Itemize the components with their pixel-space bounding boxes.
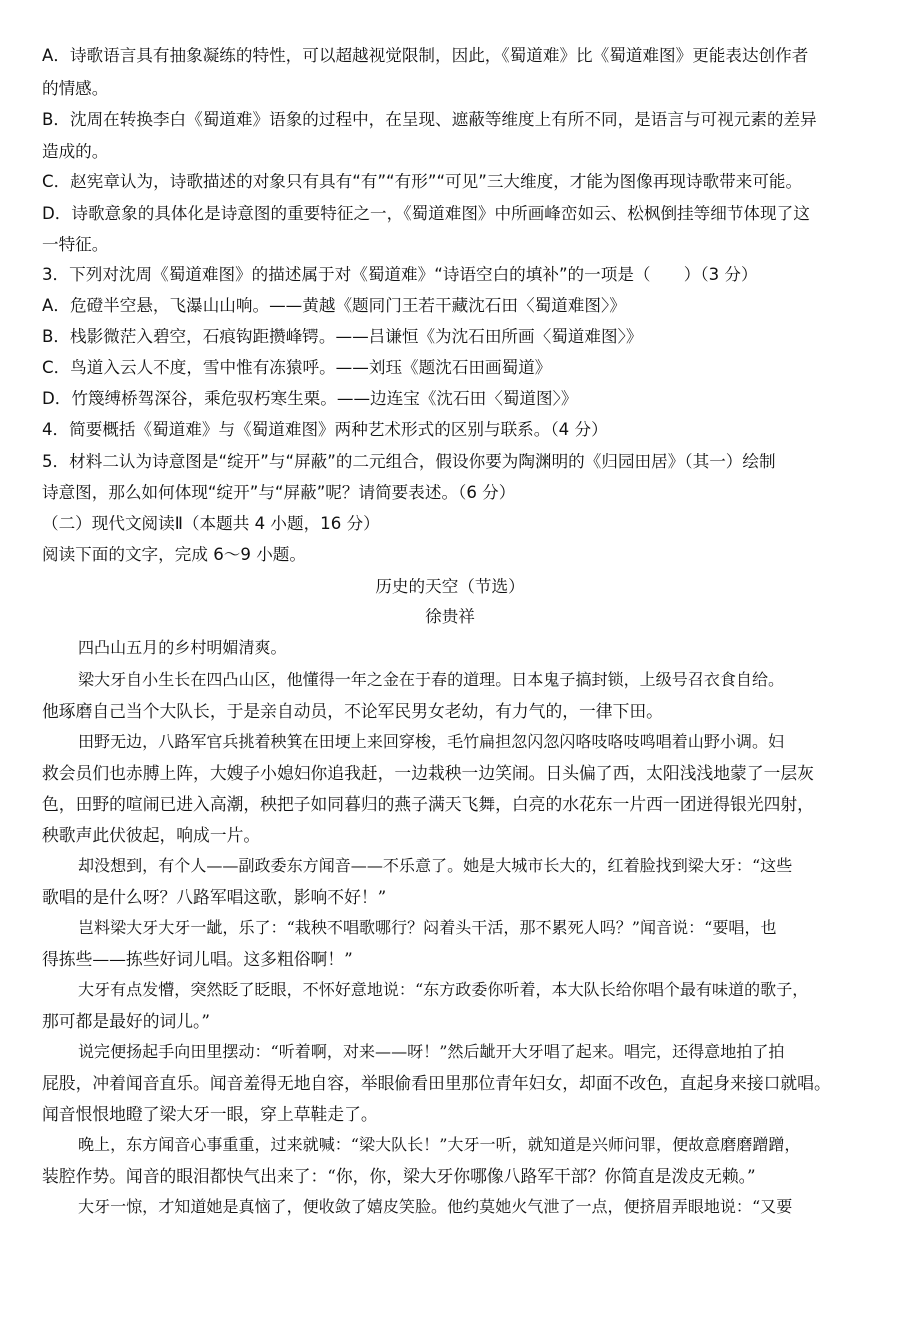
story-paragraph-5-line1: 岂料梁大牙大牙一龇，乐了：“栽秧不唱歌哪行？闷着头干活，那不累死人吗？”闻音说：“要唱，也 [78, 918, 777, 937]
story-paragraph-3-line4: 秧歌声此伏彼起，响成一片。 [42, 825, 261, 845]
story-title: 历史的天空（节选） [375, 577, 525, 596]
story-paragraph-8-line2: 装腔作势。闻音的眼泪都快气出来了：“你，你，梁大牙你哪像八路军干部？你简直是泼皮无赖。” [42, 1166, 756, 1186]
story-paragraph-2-line1: 梁大牙自小生长在四凸山区，他懂得一年之金在于春的道理。日本鬼子搞封锁，上级号召衣食自给。 [78, 670, 785, 689]
q5-stem-line1: 5．材料二认为诗意图是“绽开”与“屏蔽”的二元组合，假设你要为陶渊明的《归园田居》（其一）绘制 [42, 452, 776, 471]
story-paragraph-5-line2: 得拣些——拣些好词儿唱。这多粗俗啊！” [42, 949, 353, 969]
q3-option-b: B．栈影微茫入碧空，石痕钩距攒峰锷。——吕谦恒《为沈石田所画〈蜀道难图〉》 [42, 327, 643, 346]
q4-stem: 4．简要概括《蜀道难》与《蜀道难图》两种艺术形式的区别与联系。（4 分） [42, 420, 608, 439]
section-instruction: 阅读下面的文字，完成 6～9 小题。 [42, 545, 306, 564]
story-paragraph-3-line2: 救会员们也赤膊上阵，大嫂子小媳妇你追我赶，一边栽秧一边笑闹。日头偏了西，太阳浅浅地蒙了一层灰 [42, 763, 814, 783]
story-paragraph-6-line1: 大牙有点发懵，突然眨了眨眼，不怀好意地说：“东方政委你听着，本大队长给你唱个最有味道的歌子， [78, 980, 809, 999]
story-paragraph-2-line2: 他琢磨自己当个大队长，于是亲自动员，不论军民男女老幼，有力气的，一律下田。 [42, 701, 663, 721]
story-paragraph-7-line1: 说完便扬起手向田里摆动：“听着啊，对来——呀！”然后龇开大牙唱了起来。唱完，还得意地拍了拍 [78, 1042, 785, 1061]
q2-option-b-line2: 造成的。 [42, 142, 109, 161]
story-paragraph-3-line3: 色，田野的喧闹已进入高潮，秧把子如同暮归的燕子满天飞舞，白亮的水花东一片西一团迸得银光四射， [42, 794, 814, 814]
q2-option-d-line1: D．诗歌意象的具体化是诗意图的重要特征之一，《蜀道难图》中所画峰峦如云、松枫倒挂等细节体现了这 [42, 204, 810, 223]
q3-stem: 3．下列对沈周《蜀道难图》的描述属于对《蜀道难》“诗语空白的填补”的一项是（ ）（3 分） [42, 265, 758, 284]
story-paragraph-3-line1: 田野无边，八路军官兵挑着秧箕在田埂上来回穿梭，毛竹扁担忽闪忽闪咯吱咯吱鸣唱着山野小调。妇 [78, 732, 785, 751]
story-paragraph-8-line1: 晚上，东方闻音心事重重，过来就喊：“梁大队长！”大牙一听，就知道是兴师问罪，便故意磨磨蹭蹭， [78, 1135, 801, 1154]
q3-option-a: A．危磴半空悬，飞瀑山山响。——黄越《题同门王若干藏沈石田〈蜀道难图〉》 [42, 296, 626, 315]
story-paragraph-7-line2: 屁股，冲着闻音直乐。闻音羞得无地自容，举眼偷看田里那位青年妇女，却面不改色，直起身来接口就唱。 [42, 1073, 831, 1093]
story-paragraph-4-line1: 却没想到，有个人——副政委东方闻音——不乐意了。她是大城市长大的，红着脸找到梁大牙：“这些 [78, 856, 793, 875]
story-paragraph-6-line2: 那可都是最好的词儿。” [42, 1011, 210, 1031]
q2-option-c: C．赵宪章认为，诗歌描述的对象只有具有“有”“有形”“可见”三大维度，才能为图像再现诗歌带来可能。 [42, 172, 803, 191]
story-paragraph-4-line2: 歌唱的是什么呀？八路军唱这歌，影响不好！” [42, 887, 387, 907]
q2-option-d-line2: 一特征。 [42, 235, 109, 254]
q3-option-c: C．鸟道入云人不度，雪中惟有冻猿呼。——刘珏《题沈石田画蜀道》 [42, 358, 552, 377]
story-paragraph-9-line1: 大牙一惊，才知道她是真恼了，便收敛了嬉皮笑脸。他约莫她火气泄了一点，便挤眉弄眼地说：“又要 [78, 1197, 793, 1216]
story-paragraph-1: 四凸山五月的乡村明媚清爽。 [78, 638, 287, 657]
story-author: 徐贵祥 [425, 607, 475, 626]
q2-option-b-line1: B．沈周在转换李白《蜀道难》语象的过程中，在呈现、遮蔽等维度上有所不同，是语言与可视元素的差异 [42, 110, 817, 129]
q3-option-d: D．竹篾缚桥驾深谷，乘危驭朽寒生栗。——边连宝《沈石田〈蜀道图〉》 [42, 389, 578, 408]
story-paragraph-7-line3: 闻音恨恨地瞪了梁大牙一眼，穿上草鞋走了。 [42, 1104, 378, 1124]
q2-option-a-line1: A．诗歌语言具有抽象凝练的特性，可以超越视觉限制，因此，《蜀道难》比《蜀道难图》更能表达创作者 [42, 46, 809, 65]
section-heading: （二）现代文阅读Ⅱ（本题共 4 小题，16 分） [42, 514, 380, 533]
q5-stem-line2: 诗意图，那么如何体现“绽开”与“屏蔽”呢？请简要表述。（6 分） [42, 483, 516, 502]
q2-option-a-line2: 的情感。 [42, 79, 109, 98]
